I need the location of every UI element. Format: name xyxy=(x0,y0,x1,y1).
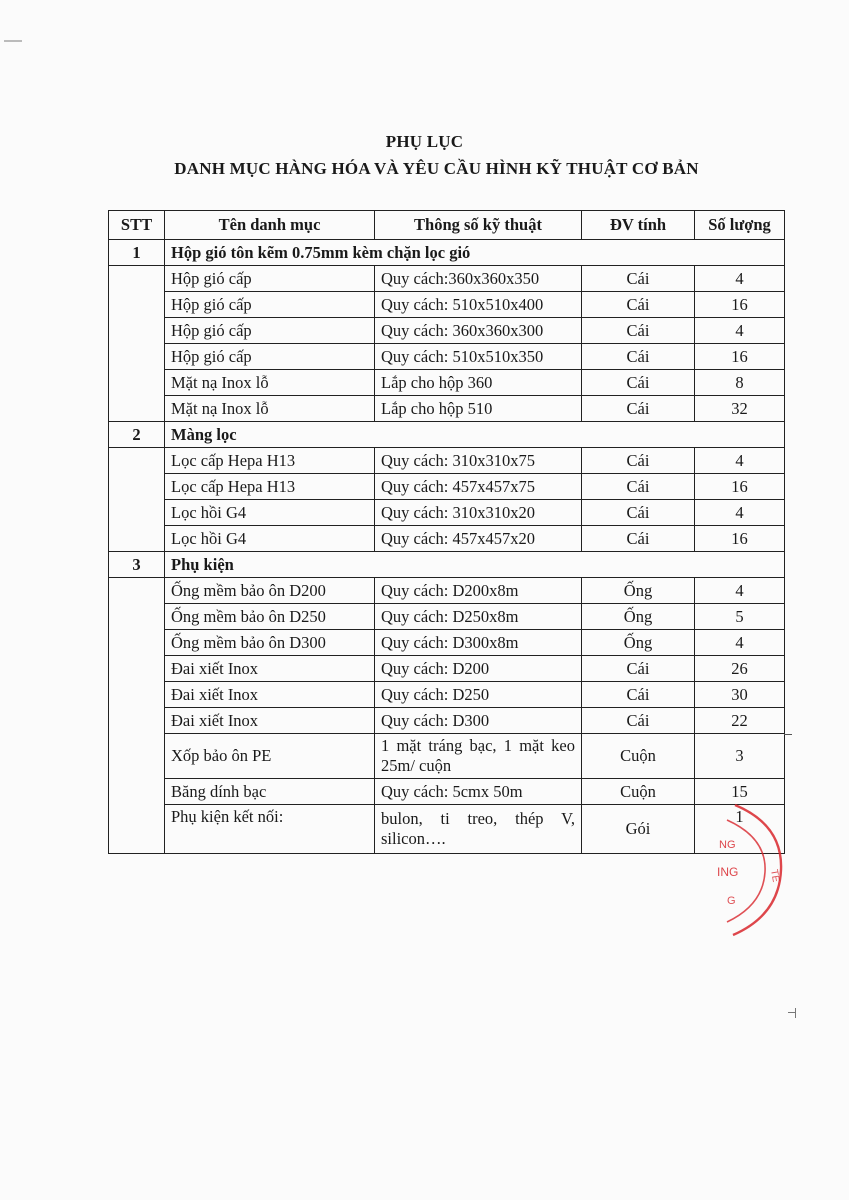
item-name: Mặt nạ Inox lỗ xyxy=(165,370,375,396)
item-unit: Cái xyxy=(582,318,695,344)
item-qty: 16 xyxy=(695,526,785,552)
item-qty: 4 xyxy=(695,318,785,344)
item-name: Đai xiết Inox xyxy=(165,682,375,708)
item-unit: Ống xyxy=(582,604,695,630)
table-row xyxy=(109,682,785,708)
item-spec: Lắp cho hộp 510 xyxy=(375,396,582,422)
seal-text-3: G xyxy=(727,895,736,907)
item-spec: Quy cách: D250 xyxy=(375,682,582,708)
table-row xyxy=(109,344,785,370)
item-qty: 26 xyxy=(695,656,785,682)
section-number: 3 xyxy=(109,552,165,578)
item-name: Hộp gió cấp xyxy=(165,266,375,292)
item-qty: 16 xyxy=(695,344,785,370)
item-spec: Quy cách: 310x310x75 xyxy=(375,448,582,474)
col-header-name: Tên danh mục xyxy=(165,211,375,240)
item-unit: Cái xyxy=(582,292,695,318)
item-spec: Lắp cho hộp 360 xyxy=(375,370,582,396)
col-header-unit: ĐV tính xyxy=(582,211,695,240)
item-name: Đai xiết Inox xyxy=(165,708,375,734)
appendix-subtitle: DANH MỤC HÀNG HÓA VÀ YÊU CẦU HÌNH KỸ THUẬT CƠ BẢN xyxy=(174,159,699,178)
item-name: Ống mềm bảo ôn D250 xyxy=(165,604,375,630)
item-unit: Ống xyxy=(582,578,695,604)
item-unit: Cái xyxy=(582,656,695,682)
item-name: Lọc hồi G4 xyxy=(165,500,375,526)
item-name: Ống mềm bảo ôn D200 xyxy=(165,578,375,604)
item-spec: Quy cách: D200x8m xyxy=(375,578,582,604)
table-row xyxy=(109,708,785,734)
item-qty: 22 xyxy=(695,708,785,734)
item-qty: 16 xyxy=(695,474,785,500)
seal-text-4: TE xyxy=(768,868,782,884)
item-name: Băng dính bạc xyxy=(165,779,375,805)
item-unit: Ống xyxy=(582,630,695,656)
item-name: Ống mềm bảo ôn D300 xyxy=(165,630,375,656)
item-spec: Quy cách: D250x8m xyxy=(375,604,582,630)
item-name: Xốp bảo ôn PE xyxy=(165,734,375,779)
section-row xyxy=(109,422,785,448)
item-spec: Quy cách: 310x310x20 xyxy=(375,500,582,526)
table-row xyxy=(109,779,785,805)
item-unit: Cái xyxy=(582,500,695,526)
section-number: 1 xyxy=(109,240,165,266)
item-qty: 4 xyxy=(695,578,785,604)
section-title: Màng lọc xyxy=(165,422,785,448)
item-spec: Quy cách: D300x8m xyxy=(375,630,582,656)
item-unit: Gói xyxy=(582,805,695,854)
item-name: Lọc cấp Hepa H13 xyxy=(165,474,375,500)
scan-mark-top-left xyxy=(4,40,22,42)
item-spec: 1 mặt tráng bạc, 1 mặt keo 25m/ cuộn xyxy=(375,734,582,779)
item-spec: Quy cách: D300 xyxy=(375,708,582,734)
item-name: Phụ kiện kết nối: xyxy=(165,805,375,854)
item-qty: 16 xyxy=(695,292,785,318)
item-unit: Cái xyxy=(582,526,695,552)
item-unit: Cái xyxy=(582,344,695,370)
item-unit: Cái xyxy=(582,448,695,474)
table-row xyxy=(109,630,785,656)
table-row xyxy=(109,734,785,779)
seal-text-2: ING xyxy=(717,865,739,879)
section-number: 2 xyxy=(109,422,165,448)
item-qty: 8 xyxy=(695,370,785,396)
item-spec: Quy cách: D200 xyxy=(375,656,582,682)
table-row xyxy=(109,805,785,854)
item-spec: Quy cách: 457x457x20 xyxy=(375,526,582,552)
item-qty: 1 xyxy=(695,805,785,854)
table-row xyxy=(109,396,785,422)
item-name: Lọc hồi G4 xyxy=(165,526,375,552)
item-name: Hộp gió cấp xyxy=(165,344,375,370)
company-seal xyxy=(705,800,795,940)
stt-cell-empty xyxy=(109,578,165,854)
item-unit: Cái xyxy=(582,474,695,500)
section-title: Phụ kiện xyxy=(165,552,785,578)
item-spec: bulon, ti treo, thép V, silicon…. xyxy=(375,805,582,854)
item-qty: 4 xyxy=(695,500,785,526)
item-name: Hộp gió cấp xyxy=(165,292,375,318)
item-qty: 3 xyxy=(695,734,785,779)
item-spec: Quy cách: 457x457x75 xyxy=(375,474,582,500)
item-name: Lọc cấp Hepa H13 xyxy=(165,448,375,474)
item-qty: 15 xyxy=(695,779,785,805)
col-header-spec: Thông số kỹ thuật xyxy=(375,211,582,240)
item-name: Mặt nạ Inox lỗ xyxy=(165,396,375,422)
table-row xyxy=(109,266,785,292)
item-qty: 30 xyxy=(695,682,785,708)
section-title: Hộp gió tôn kẽm 0.75mm kèm chặn lọc gió xyxy=(165,240,785,266)
stt-cell-empty xyxy=(109,266,165,422)
item-spec: Quy cách: 510x510x350 xyxy=(375,344,582,370)
item-unit: Cái xyxy=(582,396,695,422)
table-row xyxy=(109,370,785,396)
item-unit: Cái xyxy=(582,266,695,292)
table-row xyxy=(109,656,785,682)
table-header-row xyxy=(109,211,785,240)
item-name: Đai xiết Inox xyxy=(165,656,375,682)
item-unit: Cái xyxy=(582,682,695,708)
item-spec: Quy cách: 360x360x300 xyxy=(375,318,582,344)
goods-table xyxy=(108,210,785,854)
table-row xyxy=(109,604,785,630)
item-qty: 4 xyxy=(695,630,785,656)
item-unit: Cuộn xyxy=(582,734,695,779)
scan-mark-table-edge xyxy=(784,734,792,735)
item-qty: 4 xyxy=(695,448,785,474)
scan-mark-right-2 xyxy=(795,1008,796,1018)
item-unit: Cái xyxy=(582,370,695,396)
item-unit: Cuộn xyxy=(582,779,695,805)
table-row xyxy=(109,500,785,526)
section-row xyxy=(109,240,785,266)
appendix-title: PHỤ LỤC xyxy=(385,132,464,151)
item-qty: 32 xyxy=(695,396,785,422)
item-spec: Quy cách: 5cmx 50m xyxy=(375,779,582,805)
item-spec: Quy cách:360x360x350 xyxy=(375,266,582,292)
table-row xyxy=(109,578,785,604)
col-header-stt: STT xyxy=(109,211,165,240)
table-row xyxy=(109,292,785,318)
table-row xyxy=(109,318,785,344)
item-name: Hộp gió cấp xyxy=(165,318,375,344)
section-row xyxy=(109,552,785,578)
seal-text-1: NG xyxy=(719,839,736,851)
stt-cell-empty xyxy=(109,448,165,552)
item-qty: 5 xyxy=(695,604,785,630)
col-header-qty: Số lượng xyxy=(695,211,785,240)
table-row xyxy=(109,526,785,552)
table-row xyxy=(109,474,785,500)
item-unit: Cái xyxy=(582,708,695,734)
item-spec: Quy cách: 510x510x400 xyxy=(375,292,582,318)
table-row xyxy=(109,448,785,474)
item-qty: 4 xyxy=(695,266,785,292)
